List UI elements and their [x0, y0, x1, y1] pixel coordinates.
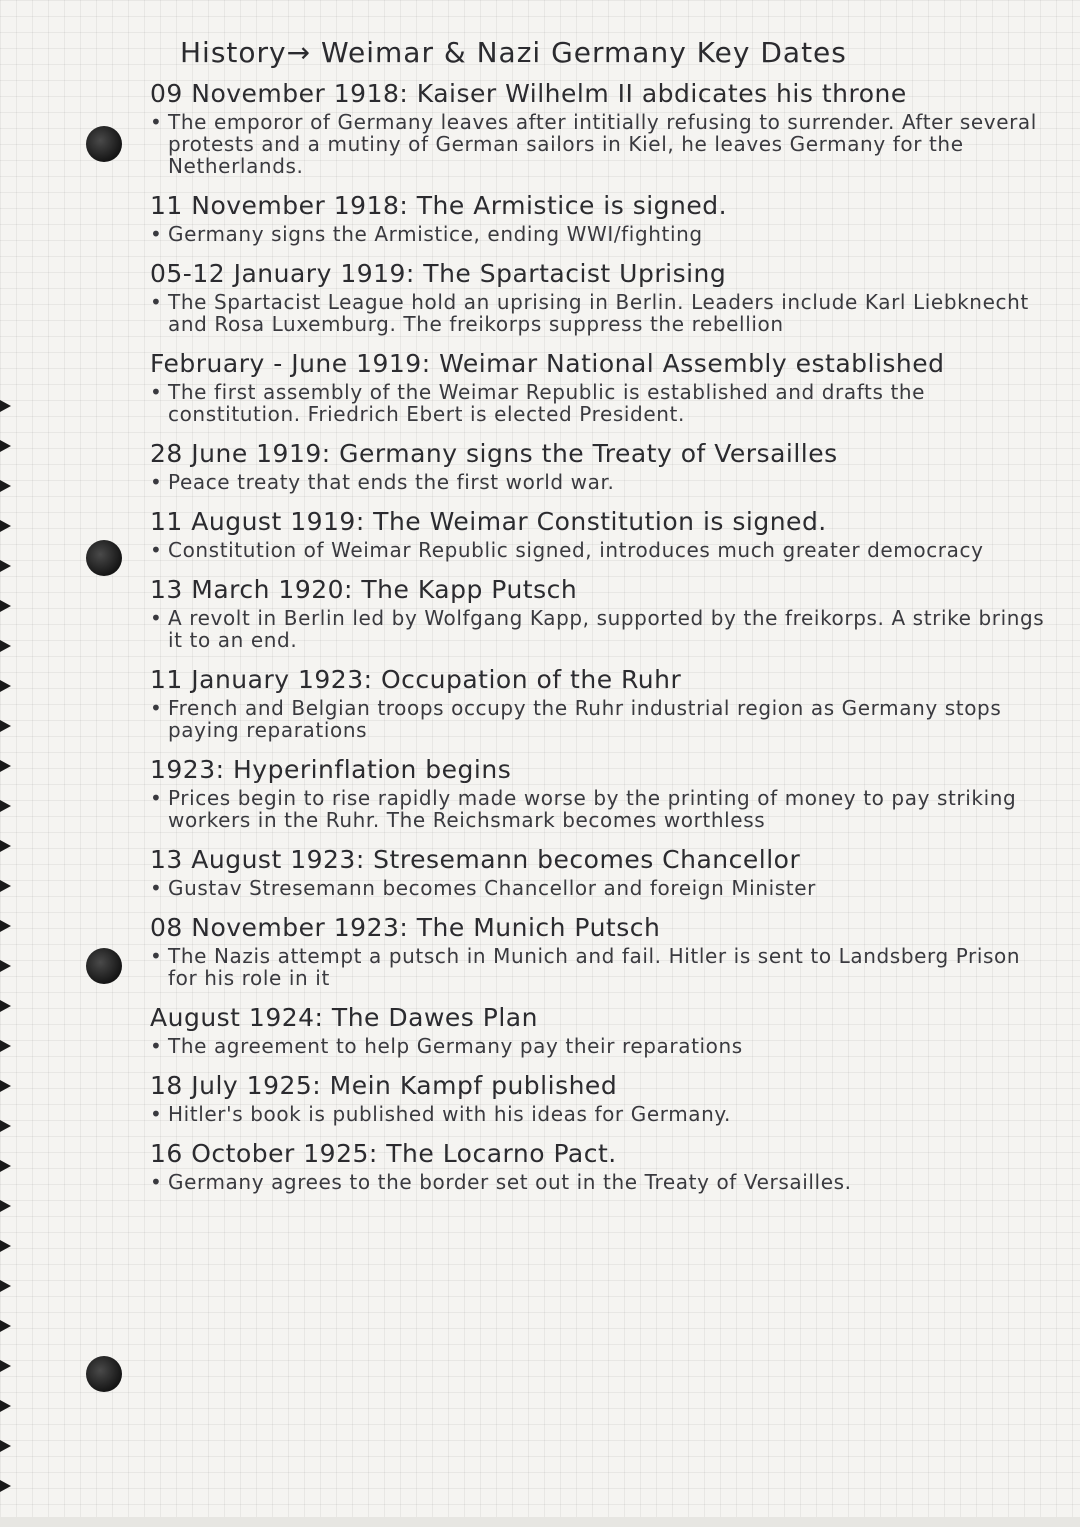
- entry-body: [150, 111, 1050, 177]
- binding-marker: [0, 960, 11, 972]
- bullet-icon: •: [150, 944, 163, 968]
- punch-hole: [86, 948, 122, 984]
- entry-heading: 18 July 1925: Mein Kampf published: [150, 1071, 618, 1100]
- page-title: History→ Weimar & Nazi Germany Key Dates: [180, 36, 847, 69]
- entry-body: [150, 607, 1050, 651]
- entry-heading: 13 August 1923: Stresemann becomes Chancellor: [150, 845, 801, 874]
- timeline-entry: [150, 439, 1050, 493]
- page-bottom-edge: [0, 1517, 1080, 1527]
- timeline-entry: [150, 259, 1050, 335]
- binding-marker: [0, 800, 11, 812]
- bullet-icon: •: [150, 538, 163, 562]
- punch-hole: [86, 540, 122, 576]
- binding-marker: [0, 1280, 11, 1292]
- punch-hole: [86, 1356, 122, 1392]
- punch-hole: [86, 126, 122, 162]
- entry-heading: 11 August 1919: The Weimar Constitution is signed.: [150, 507, 827, 536]
- entry-heading: 1923: Hyperinflation begins: [150, 755, 512, 784]
- entry-body: [150, 877, 1050, 899]
- bullet-icon: •: [150, 1170, 163, 1194]
- bullet-icon: •: [150, 606, 163, 630]
- timeline-entry: [150, 349, 1050, 425]
- binding-marker: [0, 600, 11, 612]
- entry-text: The emporor of Germany leaves after intitially refusing to surrender. After several protests and a mutiny of German sailors in Kiel, he leaves Germany for the Netherlands.: [168, 110, 1037, 178]
- binding-marker: [0, 480, 11, 492]
- entry-text: The first assembly of the Weimar Republic is established and drafts the constitution. Friedrich Ebert is elected President.: [168, 380, 926, 426]
- entry-text: Germany signs the Armistice, ending WWI/fighting: [168, 222, 703, 246]
- binding-marker: [0, 920, 11, 932]
- binding-marker: [0, 1160, 11, 1172]
- entry-body: [150, 291, 1050, 335]
- binding-marker: [0, 1440, 11, 1452]
- entry-text: The agreement to help Germany pay their reparations: [168, 1034, 743, 1058]
- entry-text: Constitution of Weimar Republic signed, introduces much greater democracy: [168, 538, 984, 562]
- entry-heading: 11 November 1918: The Armistice is signed.: [150, 191, 728, 220]
- binding-marker: [0, 1080, 11, 1092]
- binding-marker: [0, 1400, 11, 1412]
- binding-marker: [0, 1120, 11, 1132]
- entry-heading: 05-12 January 1919: The Spartacist Uprising: [150, 259, 727, 288]
- entry-body: [150, 381, 1050, 425]
- entry-text: Peace treaty that ends the first world war.: [168, 470, 615, 494]
- entry-heading: 08 November 1923: The Munich Putsch: [150, 913, 661, 942]
- entry-body: [150, 1103, 1050, 1125]
- notes-content: [150, 36, 1050, 1207]
- bullet-icon: •: [150, 222, 163, 246]
- entry-text: French and Belgian troops occupy the Ruhr industrial region as Germany stops paying reparations: [168, 696, 1002, 742]
- binding-marker: [0, 1200, 11, 1212]
- timeline-entry: [150, 507, 1050, 561]
- entry-text: A revolt in Berlin led by Wolfgang Kapp, supported by the freikorps. A strike brings it to an end.: [168, 606, 1045, 652]
- entry-heading: 09 November 1918: Kaiser Wilhelm II abdicates his throne: [150, 79, 907, 108]
- binding-marker: [0, 1320, 11, 1332]
- bullet-icon: •: [150, 876, 163, 900]
- timeline-entry: [150, 79, 1050, 177]
- binding-marker: [0, 1040, 11, 1052]
- bullet-icon: •: [150, 110, 163, 134]
- bullet-icon: •: [150, 290, 163, 314]
- bullet-icon: •: [150, 1034, 163, 1058]
- timeline-entry: [150, 1071, 1050, 1125]
- timeline-entry: [150, 755, 1050, 831]
- binding-marker: [0, 720, 11, 732]
- entry-body: [150, 945, 1050, 989]
- binding-marker: [0, 1000, 11, 1012]
- timeline-entry: [150, 845, 1050, 899]
- entry-text: Gustav Stresemann becomes Chancellor and foreign Minister: [168, 876, 816, 900]
- timeline-entry: [150, 575, 1050, 651]
- entry-heading: 11 January 1923: Occupation of the Ruhr: [150, 665, 682, 694]
- entry-heading: 28 June 1919: Germany signs the Treaty of Versailles: [150, 439, 838, 468]
- bullet-icon: •: [150, 380, 163, 404]
- entry-heading: August 1924: The Dawes Plan: [150, 1003, 538, 1032]
- entry-heading: February - June 1919: Weimar National Assembly established: [150, 349, 945, 378]
- binding-marker: [0, 880, 11, 892]
- entry-body: [150, 697, 1050, 741]
- bullet-icon: •: [150, 470, 163, 494]
- entry-text: Germany agrees to the border set out in the Treaty of Versailles.: [168, 1170, 852, 1194]
- entry-body: [150, 223, 1050, 245]
- entry-text: Prices begin to rise rapidly made worse by the printing of money to pay striking workers in the Ruhr. The Reichsmark becomes worthless: [168, 786, 1017, 832]
- entry-heading: 13 March 1920: The Kapp Putsch: [150, 575, 578, 604]
- entry-text: Hitler's book is published with his ideas for Germany.: [168, 1102, 731, 1126]
- binding-marker: [0, 640, 11, 652]
- timeline-entry: [150, 1139, 1050, 1193]
- binding-marker: [0, 680, 11, 692]
- bullet-icon: •: [150, 1102, 163, 1126]
- timeline-entry: [150, 913, 1050, 989]
- timeline-entry: [150, 1003, 1050, 1057]
- binding-marker: [0, 1480, 11, 1492]
- entry-body: [150, 1035, 1050, 1057]
- entry-body: [150, 539, 1050, 561]
- binding-marker: [0, 440, 11, 452]
- entry-body: [150, 787, 1050, 831]
- binding-marker: [0, 1360, 11, 1372]
- binding-marker: [0, 1240, 11, 1252]
- entry-heading: 16 October 1925: The Locarno Pact.: [150, 1139, 617, 1168]
- entry-text: The Nazis attempt a putsch in Munich and fail. Hitler is sent to Landsberg Prison for his role in it: [168, 944, 1021, 990]
- bullet-icon: •: [150, 696, 163, 720]
- binding-marker: [0, 520, 11, 532]
- entry-text: The Spartacist League hold an uprising in Berlin. Leaders include Karl Liebknecht and Rosa Luxemburg. The freikorps suppress the rebellion: [168, 290, 1029, 336]
- binding-edge: [0, 400, 14, 1510]
- entry-body: [150, 471, 1050, 493]
- entry-body: [150, 1171, 1050, 1193]
- timeline-entry: [150, 191, 1050, 245]
- binding-marker: [0, 400, 11, 412]
- timeline-entry: [150, 665, 1050, 741]
- binding-marker: [0, 840, 11, 852]
- bullet-icon: •: [150, 786, 163, 810]
- binding-marker: [0, 560, 11, 572]
- binding-marker: [0, 760, 11, 772]
